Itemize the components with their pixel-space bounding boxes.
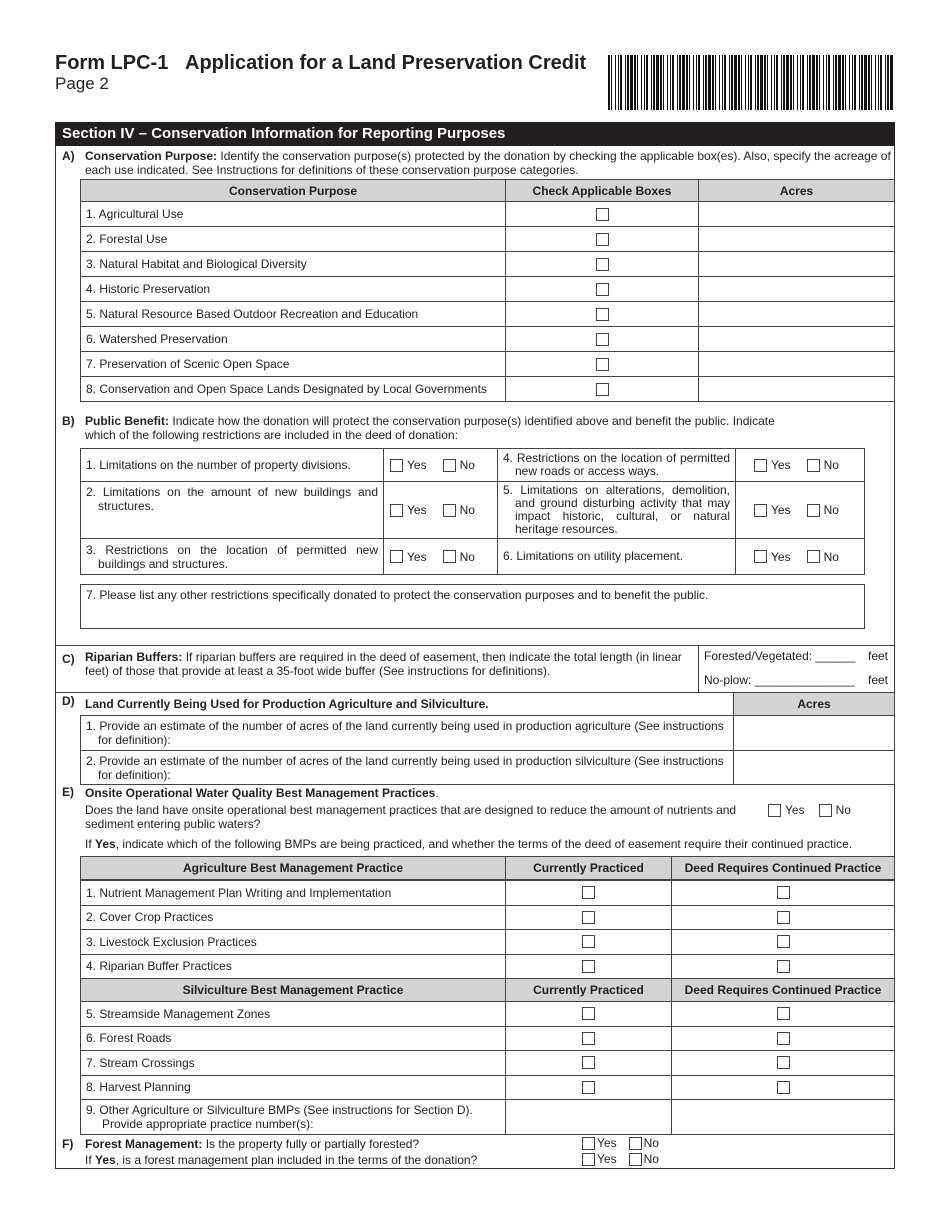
barcode-bar [797,55,798,110]
bmp-row-label: 1. Nutrient Management Plan Writing and Implementation [80,880,506,906]
barcode-bar [793,55,794,110]
barcode-bar [809,55,811,110]
e-no-checkbox[interactable] [819,804,832,817]
purpose-row-label: 6. Watershed Preservation [80,326,506,352]
yes-label: Yes [407,458,427,472]
form-title: Application for a Land Preservation Credit [185,52,587,74]
no-label: No [459,503,475,517]
no-checkbox[interactable] [443,504,456,517]
deed-requires-checkbox[interactable] [777,886,790,899]
acres-header: Acres [733,692,895,716]
deed-requires-checkbox[interactable] [777,911,790,924]
section-e-label: Onsite Operational Water Quality Best Management Practices [85,786,436,800]
deed-requires-cell [671,880,895,906]
barcode-bar [750,55,752,110]
deed-requires-checkbox[interactable] [777,960,790,973]
restriction-item [80,448,384,482]
no-label: No [823,458,839,472]
barcode-bar [842,55,844,110]
deed-requires-checkbox[interactable] [777,1032,790,1045]
deed-requires-checkbox[interactable] [777,1081,790,1094]
barcode-bar [760,55,763,110]
yes-checkbox[interactable] [754,459,767,472]
barcode-bar [875,55,876,110]
barcode-bar [689,55,690,110]
barcode-bar [679,55,681,110]
barcode-bar [625,55,626,110]
purpose-checkbox[interactable] [596,383,609,396]
barcode-bar [878,55,879,110]
restriction-label: 1. Limitations on the number of property divisions. [86,458,351,472]
currently-practiced-checkbox[interactable] [582,1007,595,1020]
barcode-bar [783,55,785,110]
no-label: No [459,549,475,564]
no-label: No [823,549,839,564]
barcode-bar [715,55,716,110]
f-q1-no-checkbox[interactable] [629,1137,642,1150]
barcode-bar [644,55,645,110]
barcode-bar [835,55,837,110]
restriction-label: 5. Limitations on alterations, demolition, and ground disturbing activity that may impact historic, cultural, or natural heritage resources. [503,483,730,536]
section-a-text: Identify the conservation purpose(s) protected by the donation by checking the applicable box(es). Also, specify the acreage of each use indicated. See Instructions for definitions of these conservation purpose categories. [85,149,891,177]
barcode-bar [608,55,610,110]
barcode-bar [698,55,700,110]
f-q2-no-checkbox[interactable] [629,1153,642,1166]
restriction-label: 3. Restrictions on the location of permitted new buildings and structures. [86,542,378,571]
bmp-col-header: Deed Requires Continued Practice [671,856,895,880]
restriction-item [497,538,736,575]
barcode-bar [786,55,789,110]
no-checkbox[interactable] [443,459,456,472]
other-bmp-label: 9. Other Agriculture or Silviculture BMPs (See instructions for Section D). Provide appropriate practice number(s): [86,1103,473,1131]
other-bmp-practiced-input[interactable] [505,1099,672,1135]
barcode-bar [677,55,678,110]
currently-practiced-cell [505,929,672,955]
barcode-bar [708,55,711,110]
barcode-bar [719,55,720,110]
restriction-yes-no [383,481,498,539]
page-number: Page 2 [55,74,109,93]
restriction-yes-no [735,448,865,482]
purpose-acres-input[interactable] [698,326,895,352]
restriction-label: 4. Restrictions on the location of permitted new roads or access ways. [503,451,730,478]
bmp-row-label: 7. Stream Crossings [80,1050,506,1076]
section-e-question: Does the land have onsite operational best management practices that are designed to reduce the amount of nutrients and sediment entering public waters? [85,803,737,831]
restriction-label: 2. Limitations on the amount of new buildings and structures. [86,485,378,513]
purpose-checkbox[interactable] [596,308,609,321]
currently-practiced-cell [505,1026,672,1052]
purpose-row-label: 3. Natural Habitat and Biological Diversity [80,251,506,277]
forest-q2 [85,1153,477,1167]
e-yes-no [768,803,851,817]
yes-checkbox[interactable] [390,459,403,472]
q2-if: If [85,1153,96,1167]
feet-unit: feet [867,649,888,663]
barcode-bar [819,55,820,110]
barcode-bar [771,55,772,110]
section-a-label: Conservation Purpose: [85,149,218,163]
ag-acres-input[interactable] [733,715,895,751]
section-e-instruction [85,837,852,851]
currently-practiced-checkbox[interactable] [582,935,595,948]
deed-requires-cell [671,929,895,955]
restriction-yes-no [383,448,498,482]
currently-practiced-checkbox[interactable] [582,1056,595,1069]
section-b-text: Indicate how the donation will protect the conservation purpose(s) identified above and benefit the public. Indicate which of the following restrictions are included in the deed of donation: [85,414,775,442]
bmp-row-label: 6. Forest Roads [80,1026,506,1052]
section-f-label: Forest Management: [85,1137,203,1151]
f-q2-yes-checkbox[interactable] [582,1153,595,1166]
bmp-row-label: 8. Harvest Planning [80,1075,506,1101]
barcode-bar [630,55,633,110]
purpose-acres-input[interactable] [698,301,895,327]
barcode-bar [861,55,863,110]
currently-practiced-cell [505,1075,672,1101]
yes-label: Yes [407,549,427,564]
f-q1-yes-checkbox[interactable] [582,1137,595,1150]
barcode-bar [745,55,746,110]
barcode-bar [880,55,882,110]
no-label: No [459,458,475,472]
purpose-acres-input[interactable] [698,226,895,252]
barcode-bar [663,55,664,110]
section-c-intro [85,650,695,678]
f-q1-yes-no [582,1136,659,1150]
deed-requires-checkbox[interactable] [777,935,790,948]
section-b-label: Public Benefit: [85,414,170,428]
barcode-bar [755,55,756,110]
barcode-bar [641,55,642,110]
restriction-yes-no [735,538,865,575]
barcode-bar [670,55,671,110]
barcode-bar [693,55,694,110]
bmp-col-header: Agriculture Best Management Practice [80,856,506,880]
col-header-acres: Acres [698,179,895,202]
currently-practiced-checkbox[interactable] [582,911,595,924]
purpose-acres-input[interactable] [698,201,895,227]
barcode-bar [741,55,742,110]
section-f-letter: F) [62,1137,74,1151]
bmp-row-label: 5. Streamside Management Zones [80,1001,506,1027]
barcode-bar [627,55,629,110]
barcode [608,55,893,110]
bmp-col-header: Silviculture Best Management Practice [80,978,506,1002]
currently-practiced-cell [505,1050,672,1076]
instruction-text: , indicate which of the following BMPs are being practiced, and whether the terms of the deed of easement require their continued practice. [115,837,853,851]
other-restrictions-label: 7. Please list any other restrictions specifically donated to protect the conservation purposes and to benefit the public. [86,588,709,602]
if-text: If [85,837,96,851]
barcode-bar [887,55,889,110]
purpose-checkbox[interactable] [596,258,609,271]
barcode-bar [615,55,616,110]
purpose-row-label: 7. Preservation of Scenic Open Space [80,351,506,377]
yes-bold: Yes [95,837,116,851]
section-a-intro [85,149,893,177]
restriction-yes-no [735,481,865,539]
no-checkbox[interactable] [807,504,820,517]
silv-acres-input[interactable] [733,750,895,785]
deed-requires-cell [671,905,895,931]
no-checkbox[interactable] [443,550,456,563]
barcode-bar [611,55,612,110]
other-bmp-deed-input[interactable] [671,1099,895,1135]
barcode-bar [812,55,815,110]
barcode-bar [807,55,808,110]
barcode-bar [828,55,830,110]
restriction-item [80,481,384,539]
forested-label: Forested/Vegetated: ______ [704,649,856,663]
barcode-bar [656,55,659,110]
barcode-bar [767,55,768,110]
section-title: Section IV – Conservation Information for Reporting Purposes [55,122,895,146]
purpose-checkbox[interactable] [596,283,609,296]
barcode-bar [823,55,824,110]
ag-acres-row [80,715,734,751]
deed-requires-cell [671,1001,895,1027]
barcode-bar [852,55,853,110]
purpose-check-cell [505,351,699,377]
bmp-row-label: 3. Livestock Exclusion Practices [80,929,506,955]
yes-checkbox[interactable] [390,550,403,563]
barcode-bar [781,55,782,110]
currently-practiced-cell [505,905,672,931]
no-label: No [835,803,851,817]
purpose-check-cell [505,226,699,252]
barcode-bar [634,55,636,110]
barcode-bar [738,55,740,110]
yes-label: Yes [407,503,427,517]
deed-requires-cell [671,1075,895,1101]
no-checkbox[interactable] [807,550,820,563]
section-b-intro [85,414,785,442]
barcode-bar [774,55,775,110]
restriction-item [497,448,736,482]
deed-requires-checkbox[interactable] [777,1056,790,1069]
currently-practiced-cell [505,880,672,906]
barcode-bar [800,55,801,110]
barcode-bar [734,55,737,110]
noplow-feet-field[interactable] [704,673,888,687]
barcode-bar [729,55,730,110]
purpose-check-cell [505,301,699,327]
purpose-check-cell [505,326,699,352]
purpose-checkbox[interactable] [596,333,609,346]
section-c-letter: C) [62,652,75,666]
purpose-row-label: 1. Agricultural Use [80,201,506,227]
barcode-bar [722,55,723,110]
barcode-bar [868,55,870,110]
q2-text: , is a forest management plan included in the terms of the donation? [115,1153,478,1167]
currently-practiced-checkbox[interactable] [582,1081,595,1094]
col-header-check: Check Applicable Boxes [505,179,699,202]
currently-practiced-cell [505,954,672,980]
barcode-bar [859,55,860,110]
divider-c-col [698,645,699,692]
barcode-bar [667,55,668,110]
bmp-row-label: 4. Riparian Buffer Practices [80,954,506,980]
no-label: No [823,503,839,517]
deed-requires-cell [671,1050,895,1076]
bmp-col-header: Deed Requires Continued Practice [671,978,895,1002]
yes-checkbox[interactable] [754,550,767,563]
barcode-bar [816,55,818,110]
ag-acres-label: 1. Provide an estimate of the number of acres of the land currently being used in production agriculture (See instructions for definition): [86,719,724,747]
bmp-col-header: Currently Practiced [505,856,672,880]
no-checkbox[interactable] [807,459,820,472]
purpose-row-label: 5. Natural Resource Based Outdoor Recreation and Education [80,301,506,327]
section-b-letter: B) [62,414,75,428]
restriction-yes-no [383,538,498,575]
purpose-check-cell [505,276,699,302]
other-restrictions-field[interactable] [80,584,865,629]
forest-q1 [85,1137,419,1151]
section-d-label: Land Currently Being Used for Production Agriculture and Silviculture. [85,697,489,711]
barcode-bar [864,55,867,110]
purpose-check-cell [505,376,699,402]
yes-label: Yes [771,549,791,564]
section-e-letter: E) [62,785,74,799]
barcode-bar [890,55,893,110]
no-label: No [643,1136,659,1150]
barcode-bar [802,55,804,110]
forested-feet-field[interactable] [704,649,888,663]
deed-requires-cell [671,954,895,980]
barcode-bar [849,55,850,110]
purpose-row-label: 4. Historic Preservation [80,276,506,302]
form-id: Form LPC-1 [55,52,169,74]
barcode-bar [833,55,834,110]
section-c-text: If riparian buffers are required in the deed of easement, then indicate the total length (in linear feet) of those that provide at least a 35-foot wide buffer (See instructions for definitions). [85,650,682,678]
feet-unit: feet [867,673,888,687]
barcode-bar [696,55,697,110]
no-label: No [643,1152,659,1166]
yes-label: Yes [597,1136,617,1150]
purpose-check-cell [505,201,699,227]
f-q2-yes-no [582,1152,659,1166]
currently-practiced-checkbox[interactable] [582,1032,595,1045]
barcode-bar [826,55,827,110]
section-c-label: Riparian Buffers: [85,650,183,664]
barcode-bar [776,55,778,110]
purpose-row-label: 2. Forestal Use [80,226,506,252]
barcode-bar [637,55,638,110]
purpose-checkbox[interactable] [596,208,609,221]
purpose-acres-input[interactable] [698,376,895,402]
currently-practiced-checkbox[interactable] [582,960,595,973]
barcode-bar [724,55,726,110]
yes-label: Yes [597,1152,617,1166]
barcode-bar [838,55,841,110]
barcode-bar [885,55,886,110]
barcode-bar [731,55,733,110]
purpose-row-label: 8. Conservation and Open Space Lands Designated by Local Governments [80,376,506,402]
barcode-bar [764,55,766,110]
barcode-bar [748,55,749,110]
barcode-bar [854,55,856,110]
barcode-bar [620,55,622,110]
barcode-bar [682,55,685,110]
currently-practiced-cell [505,1001,672,1027]
section-d-letter: D) [62,694,75,708]
purpose-checkbox[interactable] [596,358,609,371]
silv-acres-label: 2. Provide an estimate of the number of acres of the land currently being used in production silviculture (See instructions for definition): [86,753,724,782]
purpose-acres-input[interactable] [698,251,895,277]
section-e-label-wrap: Onsite Operational Water Quality Best Management Practices. [85,786,439,800]
deed-requires-cell [671,1026,895,1052]
purpose-check-cell [505,251,699,277]
barcode-bar [757,55,759,110]
noplow-label: No-plow: _______________ [704,673,855,687]
yes-label: Yes [785,803,805,817]
purpose-acres-input[interactable] [698,276,895,302]
barcode-bar [660,55,662,110]
barcode-bar [672,55,674,110]
barcode-bar [871,55,872,110]
divider-c [55,645,895,646]
barcode-bar [790,55,792,110]
silv-acres-row [80,750,734,785]
barcode-bar [703,55,704,110]
bmp-col-header: Currently Practiced [505,978,672,1002]
barcode-bar [686,55,688,110]
purpose-acres-input[interactable] [698,351,895,377]
currently-practiced-checkbox[interactable] [582,886,595,899]
restriction-label: 6. Limitations on utility placement. [503,549,684,563]
yes-label: Yes [771,503,791,517]
barcode-bar [618,55,619,110]
other-bmp-row [80,1099,506,1135]
restriction-item [80,538,384,575]
q1-text: Is the property fully or partially forested? [205,1137,420,1151]
barcode-bar [712,55,714,110]
barcode-bar [705,55,707,110]
yes-label: Yes [771,458,791,472]
yes-checkbox[interactable] [390,504,403,517]
restriction-item [497,481,736,539]
bmp-row-label: 2. Cover Crop Practices [80,905,506,931]
e-yes-checkbox[interactable] [768,804,781,817]
section-a-letter: A) [62,149,75,163]
deed-requires-checkbox[interactable] [777,1007,790,1020]
purpose-checkbox[interactable] [596,233,609,246]
barcode-bar [653,55,655,110]
col-header-purpose: Conservation Purpose [80,179,506,202]
barcode-bar [651,55,652,110]
q2-yes: Yes [95,1153,116,1167]
barcode-bar [646,55,648,110]
barcode-bar [845,55,846,110]
yes-checkbox[interactable] [754,504,767,517]
